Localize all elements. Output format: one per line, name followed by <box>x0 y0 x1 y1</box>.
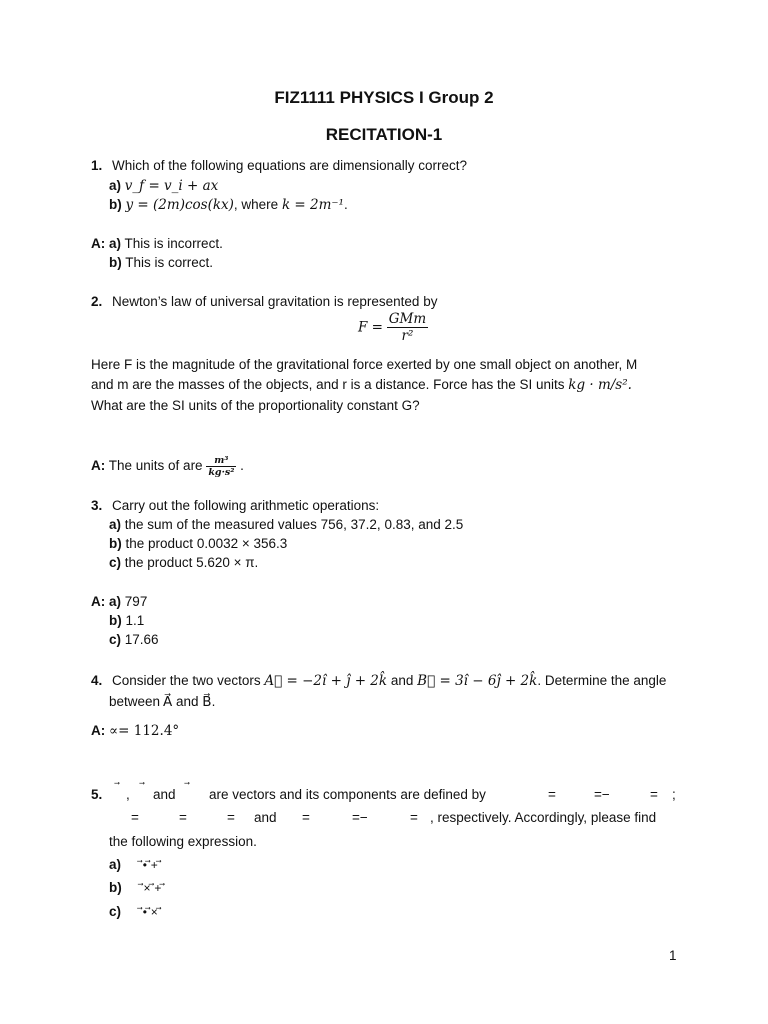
q5-l2-eq-2: = <box>179 810 187 825</box>
q2-text-line <box>91 294 437 309</box>
q4-answer <box>91 723 179 739</box>
q2-eq-lhs: F = <box>358 319 383 336</box>
q5-l1-eq-3: = <box>650 787 658 802</box>
q1-number: 1. <box>91 158 103 173</box>
q2-line-3: What are the SI units of the proportionality constant G? <box>91 398 420 413</box>
q5-b-label: b) <box>109 880 122 895</box>
q5-and-2: and <box>254 810 277 825</box>
q3-a-label: a) <box>109 517 122 532</box>
q1-ans-a: This is incorrect. <box>124 236 223 251</box>
q5-option-a <box>109 857 162 872</box>
q1-ans-a-label: a) <box>109 236 122 251</box>
q5-a-expr: ⃗• ⃗+ ⃗ <box>142 858 162 872</box>
q2-answer-denominator: kg·s² <box>208 467 235 478</box>
q5-l2-eq-4: = <box>302 810 310 825</box>
q3-option-b <box>109 536 287 551</box>
q5-line-2-text: , respectively. Accordingly, please find <box>430 810 657 825</box>
q3-answer-a <box>91 594 147 609</box>
document-subtitle: RECITATION-1 <box>325 125 443 144</box>
q5-l2-eq-3: = <box>227 810 235 825</box>
q5-l2-eq-5: =− <box>352 810 368 825</box>
q1-answer-label: A: <box>91 236 106 251</box>
q3-ans-c: 17.66 <box>124 632 159 647</box>
q1-b-cond: k = 2m⁻¹ <box>281 197 344 213</box>
q2-line-2-text: and m are the masses of the objects, and r is a distance. Force has the SI units <box>91 377 565 392</box>
q4-vector-b: B⃗ = 3î − 6ĵ + 2k̂ <box>417 673 538 689</box>
q4-answer-value: ∝= 112.4° <box>109 723 180 739</box>
q3-answer-c <box>109 632 159 647</box>
q3-answer-label: A: <box>91 594 106 609</box>
q4-line-2: between A⃗ and B⃗. <box>109 694 216 709</box>
q3-option-c <box>109 555 258 570</box>
q5-l2-eq-1: = <box>131 810 139 825</box>
q1-text-line <box>91 158 467 173</box>
q3-ans-b: 1.1 <box>125 613 145 628</box>
q3-b-text: the product 0.0032 × 356.3 <box>125 536 288 551</box>
q1-answer-b <box>109 255 213 270</box>
q1-option-a <box>109 178 218 194</box>
q1-b-where: , where <box>233 197 279 212</box>
q4-line-1-text: Consider the two vectors <box>112 673 261 688</box>
q1-b-label: b) <box>109 197 122 212</box>
q5-line-1-text: are vectors and its components are defined by <box>209 787 486 802</box>
q3-ans-a-label: a) <box>109 594 122 609</box>
q2-number: 2. <box>91 294 103 309</box>
q3-b-label: b) <box>109 536 122 551</box>
document-title: FIZ1111 PHYSICS I Group 2 <box>274 88 494 107</box>
q5-comma: , <box>126 787 130 802</box>
q5-l1-semicolon: ; <box>672 787 676 802</box>
q4-line-1 <box>91 673 666 689</box>
q5-option-b <box>109 880 165 895</box>
q2-line-1: Here F is the magnitude of the gravitational force exerted by one small object on another, M <box>91 357 638 372</box>
q2-answer-fraction <box>206 455 236 478</box>
q5-and-1: and <box>153 787 176 802</box>
q1-ans-b: This is correct. <box>125 255 214 270</box>
q5-a-label: a) <box>109 857 122 872</box>
q4-vector-a: A⃗ = −2î + ĵ + 2k̂ <box>264 673 388 689</box>
q1-a-expr: v_f = v_i + ax <box>124 178 219 194</box>
q4-and: and <box>390 673 414 688</box>
q3-c-label: c) <box>109 555 122 570</box>
q1-ans-b-label: b) <box>109 255 122 270</box>
q3-a-text: the sum of the measured values 756, 37.2, 0.83, and 2.5 <box>124 517 464 532</box>
q1-option-b: b) y = (2m)cos(kx), where k = 2m⁻¹. <box>109 197 348 213</box>
q5-c-label: c) <box>109 904 122 919</box>
q1-answer-a <box>91 236 223 251</box>
q5-b-expr: ⃗× ⃗+ ⃗ <box>143 881 166 895</box>
q3-text: Carry out the following arithmetic operations: <box>112 498 380 513</box>
q3-number: 3. <box>91 498 103 513</box>
q1-text: Which of the following equations are dimensionally correct? <box>112 158 467 173</box>
page-number: 1 <box>669 948 677 963</box>
q3-option-a <box>109 517 463 532</box>
q3-answer-b <box>109 613 144 628</box>
q5-option-c <box>109 904 162 919</box>
q3-text-line <box>91 498 379 513</box>
q3-c-text: the product 5.620 × π. <box>124 555 259 570</box>
q2-answer-text: The units of are <box>108 458 203 474</box>
q2-eq-fraction <box>387 311 428 344</box>
q2-eq-numerator: GMm <box>388 311 427 327</box>
q5-c-expr: ⃗• ⃗× ⃗ <box>142 905 162 919</box>
q2-eq-denominator: r² <box>401 328 414 344</box>
q4-line-1-end: . Determine the angle <box>537 673 667 688</box>
q5-line-3: the following expression. <box>109 834 257 849</box>
q2-answer <box>91 455 244 478</box>
q1-a-label: a) <box>109 178 122 193</box>
q2-line-2 <box>91 377 632 393</box>
q1-b-expr: y = (2m)cos(kx) <box>125 197 234 213</box>
q3-ans-c-label: c) <box>109 632 122 647</box>
q5-l1-eq-1: = <box>548 787 556 802</box>
q2-answer-end: . <box>240 458 244 474</box>
q5-number <box>91 787 102 802</box>
q3-ans-b-label: b) <box>109 613 122 628</box>
q2-si-units: kg · m/s². <box>568 377 632 393</box>
q2-equation <box>358 311 428 344</box>
q2-answer-label: A: <box>91 458 106 474</box>
q5-l2-eq-6: = <box>410 810 418 825</box>
q4-number: 4. <box>91 673 103 688</box>
q4-answer-label: A: <box>91 723 106 738</box>
q2-answer-numerator: m³ <box>206 455 236 467</box>
q3-ans-a: 797 <box>124 594 148 609</box>
q5-l1-eq-2: =− <box>594 787 610 802</box>
q2-text: Newton’s law of universal gravitation is represented by <box>112 294 438 309</box>
q5-number-text: 5. <box>91 787 103 802</box>
